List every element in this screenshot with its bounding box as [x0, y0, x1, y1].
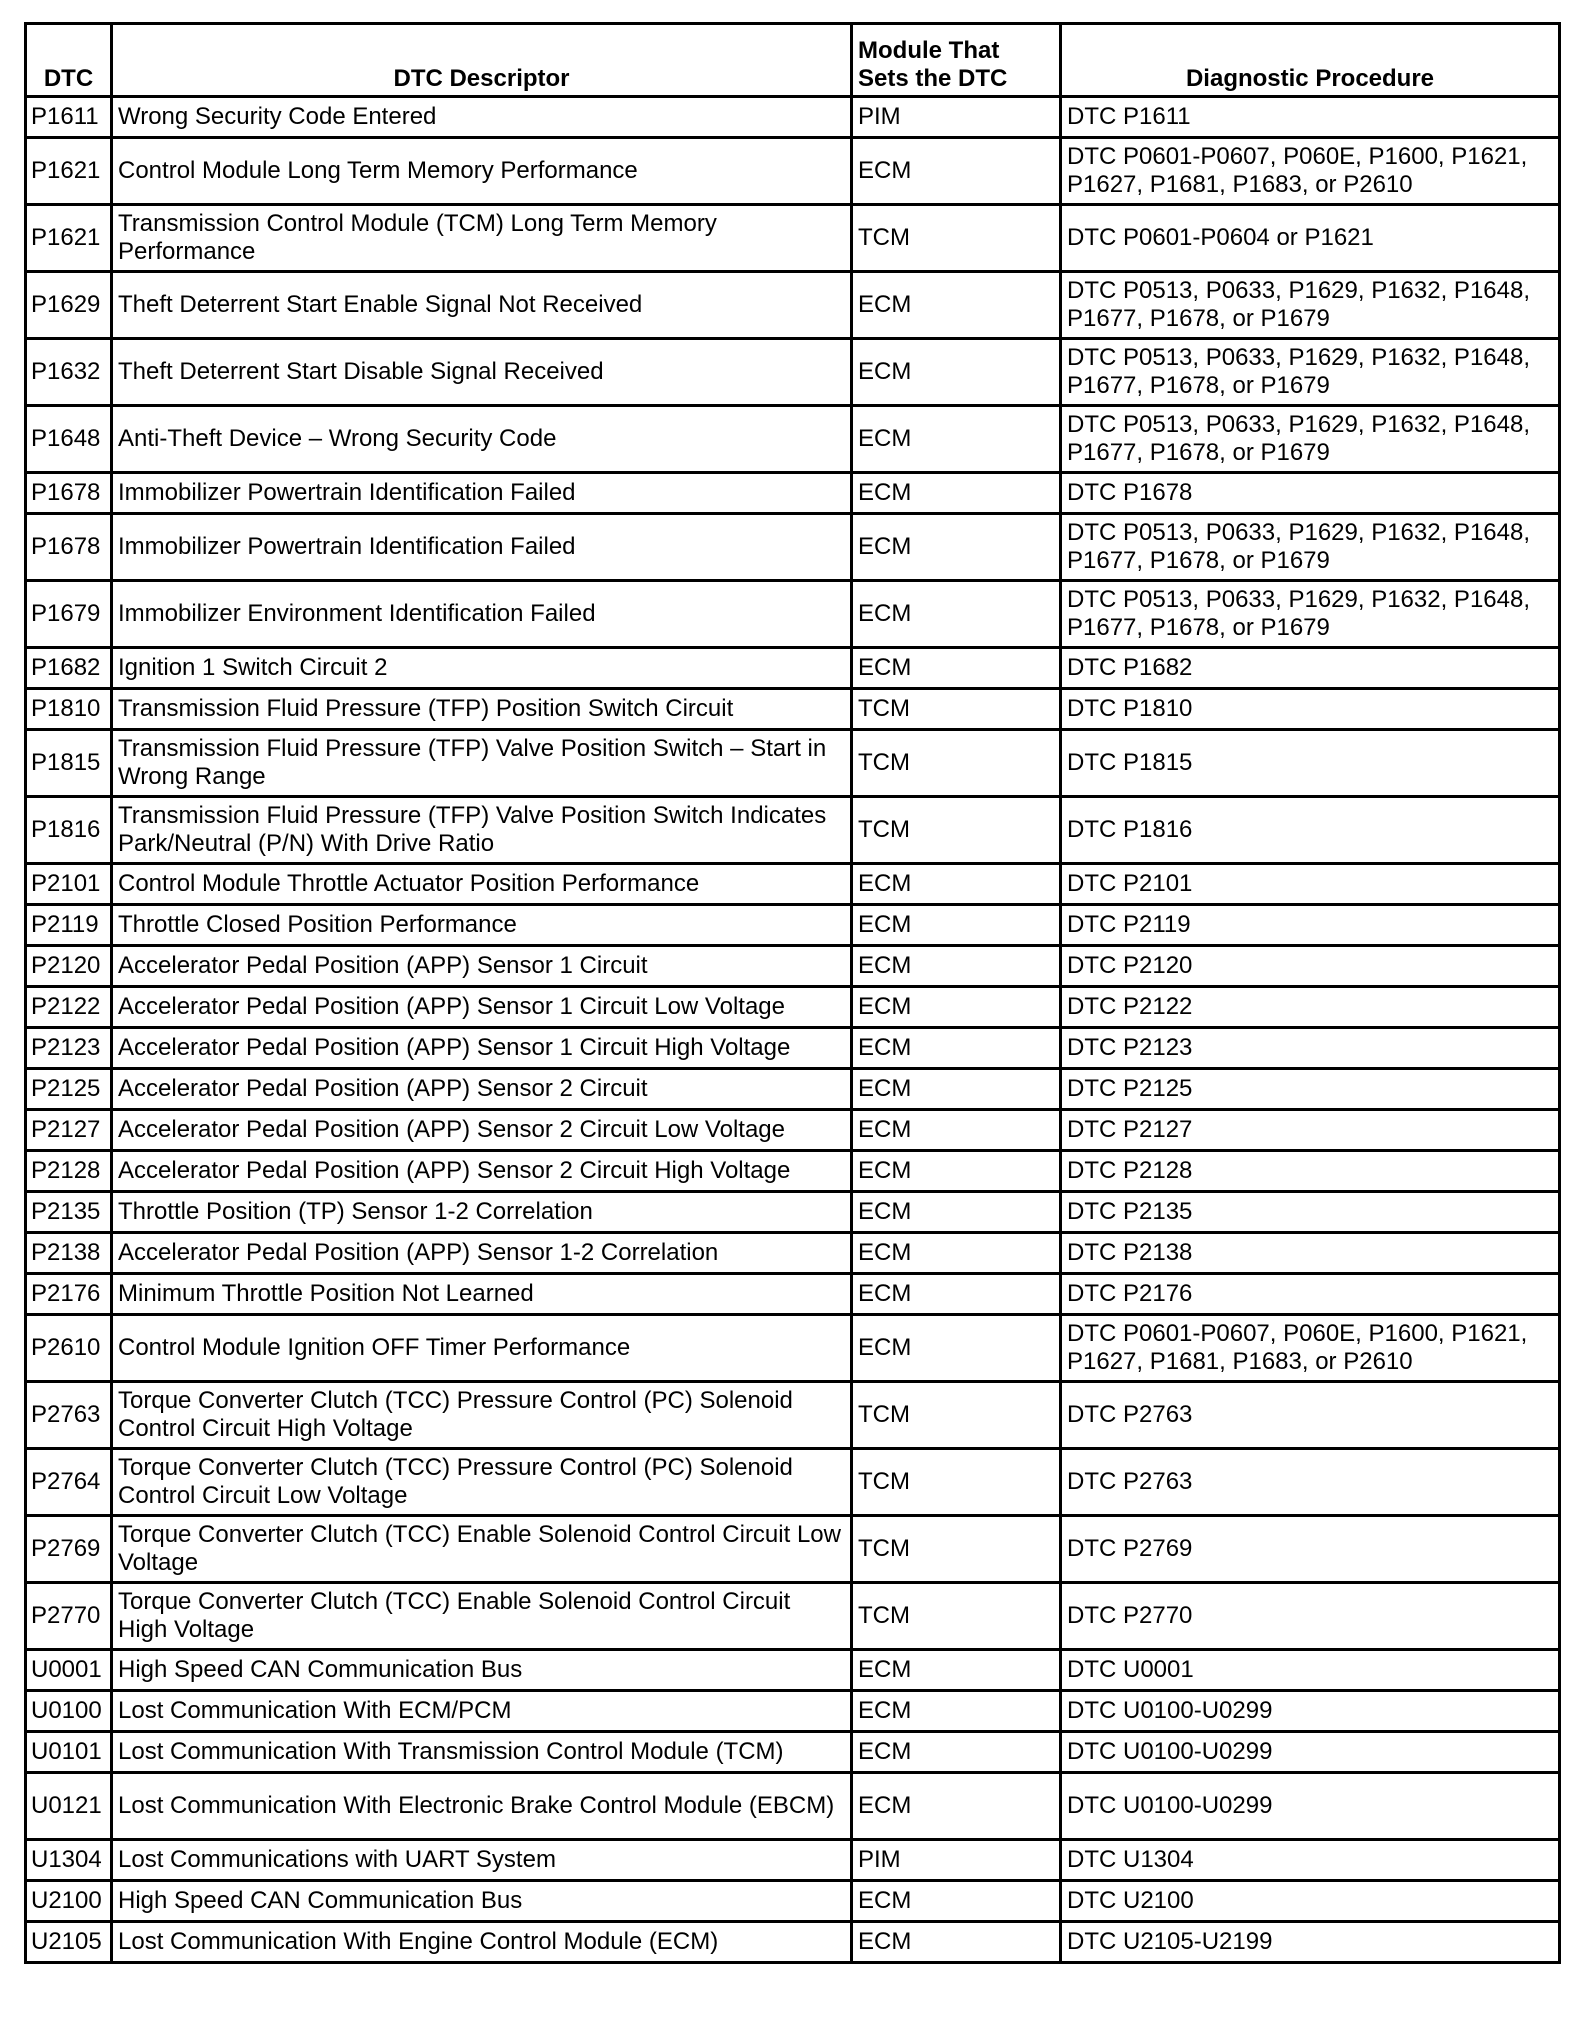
module-cell: ECM: [852, 339, 1061, 406]
dtc-descriptor-cell: Torque Converter Clutch (TCC) Pressure Control (PC) Solenoid Control Circuit Low Voltage: [112, 1449, 852, 1516]
table-row: [26, 138, 1560, 205]
dtc-descriptor-cell: Torque Converter Clutch (TCC) Enable Solenoid Control Circuit High Voltage: [112, 1583, 852, 1650]
dtc-descriptor-cell: High Speed CAN Communication Bus: [112, 1881, 852, 1922]
module-cell: ECM: [852, 473, 1061, 514]
table-row: [26, 689, 1560, 730]
diagnostic-procedure-cell: DTC U0100-U0299: [1061, 1691, 1560, 1732]
table-body: [26, 97, 1560, 1963]
dtc-code-cell: P1682: [26, 648, 112, 689]
dtc-descriptor-cell: Immobilizer Environment Identification Failed: [112, 581, 852, 648]
dtc-code-cell: P1810: [26, 689, 112, 730]
table-row: [26, 1583, 1560, 1650]
module-cell: ECM: [852, 905, 1061, 946]
module-cell: ECM: [852, 1069, 1061, 1110]
diagnostic-procedure-cell: DTC P0601-P0607, P060E, P1600, P1621, P1627, P1681, P1683, or P2610: [1061, 1315, 1560, 1382]
diagnostic-procedure-cell: DTC U1304: [1061, 1840, 1560, 1881]
table-row: [26, 1922, 1560, 1963]
dtc-descriptor-cell: Accelerator Pedal Position (APP) Sensor 1 Circuit Low Voltage: [112, 987, 852, 1028]
dtc-descriptor-cell: Accelerator Pedal Position (APP) Sensor 1 Circuit: [112, 946, 852, 987]
table-row: [26, 339, 1560, 406]
diagnostic-procedure-cell: DTC P2769: [1061, 1516, 1560, 1583]
table-row: [26, 1840, 1560, 1881]
diagnostic-procedure-cell: DTC P0513, P0633, P1629, P1632, P1648, P1677, P1678, or P1679: [1061, 514, 1560, 581]
dtc-descriptor-cell: Control Module Long Term Memory Performance: [112, 138, 852, 205]
module-cell: ECM: [852, 1881, 1061, 1922]
table-row: [26, 1382, 1560, 1449]
module-cell: PIM: [852, 97, 1061, 138]
module-cell: ECM: [852, 1274, 1061, 1315]
dtc-descriptor-cell: Immobilizer Powertrain Identification Failed: [112, 514, 852, 581]
dtc-code-cell: P2138: [26, 1233, 112, 1274]
header-descriptor: DTC Descriptor: [112, 24, 852, 97]
module-cell: TCM: [852, 1382, 1061, 1449]
dtc-descriptor-cell: Throttle Position (TP) Sensor 1-2 Correlation: [112, 1192, 852, 1233]
diagnostic-procedure-cell: DTC U0001: [1061, 1650, 1560, 1691]
diagnostic-procedure-cell: DTC P2763: [1061, 1382, 1560, 1449]
dtc-code-cell: U0121: [26, 1773, 112, 1840]
table-row: [26, 797, 1560, 864]
table-row: [26, 864, 1560, 905]
diagnostic-procedure-cell: DTC P2128: [1061, 1151, 1560, 1192]
dtc-descriptor-cell: Transmission Control Module (TCM) Long Term Memory Performance: [112, 205, 852, 272]
dtc-descriptor-cell: Transmission Fluid Pressure (TFP) Position Switch Circuit: [112, 689, 852, 730]
dtc-descriptor-cell: Theft Deterrent Start Enable Signal Not Received: [112, 272, 852, 339]
dtc-code-cell: P2770: [26, 1583, 112, 1650]
table-row: [26, 1881, 1560, 1922]
module-cell: TCM: [852, 205, 1061, 272]
module-cell: ECM: [852, 946, 1061, 987]
dtc-descriptor-cell: Wrong Security Code Entered: [112, 97, 852, 138]
table-row: [26, 205, 1560, 272]
dtc-descriptor-cell: Accelerator Pedal Position (APP) Sensor 2 Circuit: [112, 1069, 852, 1110]
diagnostic-procedure-cell: DTC P2770: [1061, 1583, 1560, 1650]
diagnostic-procedure-cell: DTC U0100-U0299: [1061, 1732, 1560, 1773]
module-cell: ECM: [852, 1192, 1061, 1233]
table-row: [26, 1449, 1560, 1516]
module-cell: ECM: [852, 138, 1061, 205]
diagnostic-procedure-cell: DTC P0513, P0633, P1629, P1632, P1648, P1677, P1678, or P1679: [1061, 406, 1560, 473]
table-row: [26, 1732, 1560, 1773]
diagnostic-procedure-cell: DTC P2135: [1061, 1192, 1560, 1233]
table-row: [26, 730, 1560, 797]
table-row: [26, 97, 1560, 138]
dtc-descriptor-cell: Transmission Fluid Pressure (TFP) Valve Position Switch Indicates Park/Neutral (P/N) With Drive Ratio: [112, 797, 852, 864]
diagnostic-procedure-cell: DTC P0513, P0633, P1629, P1632, P1648, P1677, P1678, or P1679: [1061, 339, 1560, 406]
dtc-code-cell: P1611: [26, 97, 112, 138]
diagnostic-procedure-cell: DTC P1816: [1061, 797, 1560, 864]
dtc-code-cell: P2127: [26, 1110, 112, 1151]
diagnostic-procedure-cell: DTC P2119: [1061, 905, 1560, 946]
diagnostic-procedure-cell: DTC P1611: [1061, 97, 1560, 138]
header-module: Module That Sets the DTC: [852, 24, 1061, 97]
dtc-descriptor-cell: Immobilizer Powertrain Identification Failed: [112, 473, 852, 514]
dtc-code-cell: P1679: [26, 581, 112, 648]
dtc-descriptor-cell: Lost Communication With Transmission Control Module (TCM): [112, 1732, 852, 1773]
module-cell: TCM: [852, 730, 1061, 797]
dtc-code-cell: U2100: [26, 1881, 112, 1922]
dtc-descriptor-cell: Control Module Ignition OFF Timer Performance: [112, 1315, 852, 1382]
dtc-descriptor-cell: Throttle Closed Position Performance: [112, 905, 852, 946]
dtc-code-cell: P2122: [26, 987, 112, 1028]
module-cell: ECM: [852, 1110, 1061, 1151]
dtc-code-cell: U0001: [26, 1650, 112, 1691]
dtc-code-cell: P2125: [26, 1069, 112, 1110]
module-cell: ECM: [852, 1732, 1061, 1773]
dtc-code-cell: P2763: [26, 1382, 112, 1449]
table-row: [26, 1516, 1560, 1583]
diagnostic-procedure-cell: DTC U0100-U0299: [1061, 1773, 1560, 1840]
dtc-descriptor-cell: Torque Converter Clutch (TCC) Enable Solenoid Control Circuit Low Voltage: [112, 1516, 852, 1583]
table-row: [26, 1650, 1560, 1691]
module-cell: ECM: [852, 581, 1061, 648]
dtc-code-cell: P1632: [26, 339, 112, 406]
table-row: [26, 946, 1560, 987]
diagnostic-procedure-cell: DTC P0513, P0633, P1629, P1632, P1648, P1677, P1678, or P1679: [1061, 581, 1560, 648]
module-cell: TCM: [852, 1516, 1061, 1583]
dtc-code-cell: U2105: [26, 1922, 112, 1963]
module-cell: ECM: [852, 1151, 1061, 1192]
diagnostic-procedure-cell: DTC P2122: [1061, 987, 1560, 1028]
module-cell: ECM: [852, 514, 1061, 581]
table-header: [26, 24, 1560, 97]
module-cell: ECM: [852, 1691, 1061, 1732]
module-cell: ECM: [852, 864, 1061, 905]
dtc-code-cell: P1816: [26, 797, 112, 864]
table-row: [26, 1691, 1560, 1732]
header-dtc: DTC: [26, 24, 112, 97]
diagnostic-procedure-cell: DTC P1678: [1061, 473, 1560, 514]
dtc-code-cell: P1678: [26, 514, 112, 581]
dtc-descriptor-cell: High Speed CAN Communication Bus: [112, 1650, 852, 1691]
module-cell: TCM: [852, 689, 1061, 730]
module-cell: ECM: [852, 1773, 1061, 1840]
table-row: [26, 1773, 1560, 1840]
dtc-code-cell: P2123: [26, 1028, 112, 1069]
table-row: [26, 1028, 1560, 1069]
dtc-code-cell: P1621: [26, 205, 112, 272]
module-cell: PIM: [852, 1840, 1061, 1881]
table-row: [26, 1315, 1560, 1382]
dtc-code-cell: P2764: [26, 1449, 112, 1516]
diagnostic-procedure-cell: DTC P0601-P0607, P060E, P1600, P1621, P1627, P1681, P1683, or P2610: [1061, 138, 1560, 205]
diagnostic-procedure-cell: DTC P0601-P0604 or P1621: [1061, 205, 1560, 272]
dtc-descriptor-cell: Accelerator Pedal Position (APP) Sensor 2 Circuit High Voltage: [112, 1151, 852, 1192]
diagnostic-procedure-cell: DTC P2763: [1061, 1449, 1560, 1516]
module-cell: ECM: [852, 648, 1061, 689]
module-cell: ECM: [852, 272, 1061, 339]
dtc-code-cell: P2120: [26, 946, 112, 987]
table-row: [26, 1274, 1560, 1315]
dtc-code-cell: P2176: [26, 1274, 112, 1315]
table-row: [26, 1110, 1560, 1151]
dtc-descriptor-cell: Theft Deterrent Start Disable Signal Received: [112, 339, 852, 406]
table-row: [26, 648, 1560, 689]
header-row: [26, 24, 1560, 97]
diagnostic-procedure-cell: DTC P1810: [1061, 689, 1560, 730]
diagnostic-procedure-cell: DTC P2120: [1061, 946, 1560, 987]
diagnostic-procedure-cell: DTC P1815: [1061, 730, 1560, 797]
dtc-code-cell: U1304: [26, 1840, 112, 1881]
diagnostic-procedure-cell: DTC P2125: [1061, 1069, 1560, 1110]
table-row: [26, 905, 1560, 946]
diagnostic-procedure-cell: DTC P2123: [1061, 1028, 1560, 1069]
diagnostic-procedure-cell: DTC P1682: [1061, 648, 1560, 689]
diagnostic-procedure-cell: DTC P0513, P0633, P1629, P1632, P1648, P1677, P1678, or P1679: [1061, 272, 1560, 339]
table-row: [26, 1233, 1560, 1274]
dtc-descriptor-cell: Lost Communication With ECM/PCM: [112, 1691, 852, 1732]
dtc-table: [24, 22, 1561, 1964]
diagnostic-procedure-cell: DTC P2101: [1061, 864, 1560, 905]
dtc-code-cell: P2769: [26, 1516, 112, 1583]
module-cell: ECM: [852, 1650, 1061, 1691]
table-row: [26, 1192, 1560, 1233]
diagnostic-procedure-cell: DTC P2138: [1061, 1233, 1560, 1274]
table-row: [26, 272, 1560, 339]
table-row: [26, 473, 1560, 514]
table-row: [26, 987, 1560, 1028]
table-row: [26, 514, 1560, 581]
table-row: [26, 581, 1560, 648]
dtc-descriptor-cell: Control Module Throttle Actuator Position Performance: [112, 864, 852, 905]
dtc-descriptor-cell: Transmission Fluid Pressure (TFP) Valve Position Switch – Start in Wrong Range: [112, 730, 852, 797]
dtc-code-cell: P1629: [26, 272, 112, 339]
dtc-code-cell: P2128: [26, 1151, 112, 1192]
table-row: [26, 406, 1560, 473]
dtc-descriptor-cell: Minimum Throttle Position Not Learned: [112, 1274, 852, 1315]
dtc-descriptor-cell: Anti-Theft Device – Wrong Security Code: [112, 406, 852, 473]
dtc-code-cell: P1815: [26, 730, 112, 797]
module-cell: TCM: [852, 797, 1061, 864]
dtc-descriptor-cell: Accelerator Pedal Position (APP) Sensor 1 Circuit High Voltage: [112, 1028, 852, 1069]
dtc-code-cell: P1621: [26, 138, 112, 205]
diagnostic-procedure-cell: DTC U2105-U2199: [1061, 1922, 1560, 1963]
module-cell: ECM: [852, 987, 1061, 1028]
module-cell: TCM: [852, 1449, 1061, 1516]
dtc-descriptor-cell: Torque Converter Clutch (TCC) Pressure Control (PC) Solenoid Control Circuit High Voltage: [112, 1382, 852, 1449]
table-row: [26, 1151, 1560, 1192]
header-procedure: Diagnostic Procedure: [1061, 24, 1560, 97]
dtc-code-cell: P2135: [26, 1192, 112, 1233]
dtc-code-cell: U0100: [26, 1691, 112, 1732]
dtc-descriptor-cell: Lost Communication With Engine Control Module (ECM): [112, 1922, 852, 1963]
dtc-code-cell: P2119: [26, 905, 112, 946]
dtc-descriptor-cell: Lost Communication With Electronic Brake Control Module (EBCM): [112, 1773, 852, 1840]
dtc-descriptor-cell: Accelerator Pedal Position (APP) Sensor 1-2 Correlation: [112, 1233, 852, 1274]
module-cell: TCM: [852, 1583, 1061, 1650]
module-cell: ECM: [852, 1233, 1061, 1274]
module-cell: ECM: [852, 1315, 1061, 1382]
table-row: [26, 1069, 1560, 1110]
dtc-descriptor-cell: Lost Communications with UART System: [112, 1840, 852, 1881]
dtc-code-cell: P2610: [26, 1315, 112, 1382]
dtc-code-cell: P1648: [26, 406, 112, 473]
module-cell: ECM: [852, 406, 1061, 473]
dtc-descriptor-cell: Accelerator Pedal Position (APP) Sensor 2 Circuit Low Voltage: [112, 1110, 852, 1151]
module-cell: ECM: [852, 1028, 1061, 1069]
diagnostic-procedure-cell: DTC P2127: [1061, 1110, 1560, 1151]
module-cell: ECM: [852, 1922, 1061, 1963]
dtc-code-cell: U0101: [26, 1732, 112, 1773]
dtc-descriptor-cell: Ignition 1 Switch Circuit 2: [112, 648, 852, 689]
diagnostic-procedure-cell: DTC P2176: [1061, 1274, 1560, 1315]
diagnostic-procedure-cell: DTC U2100: [1061, 1881, 1560, 1922]
dtc-code-cell: P2101: [26, 864, 112, 905]
dtc-code-cell: P1678: [26, 473, 112, 514]
